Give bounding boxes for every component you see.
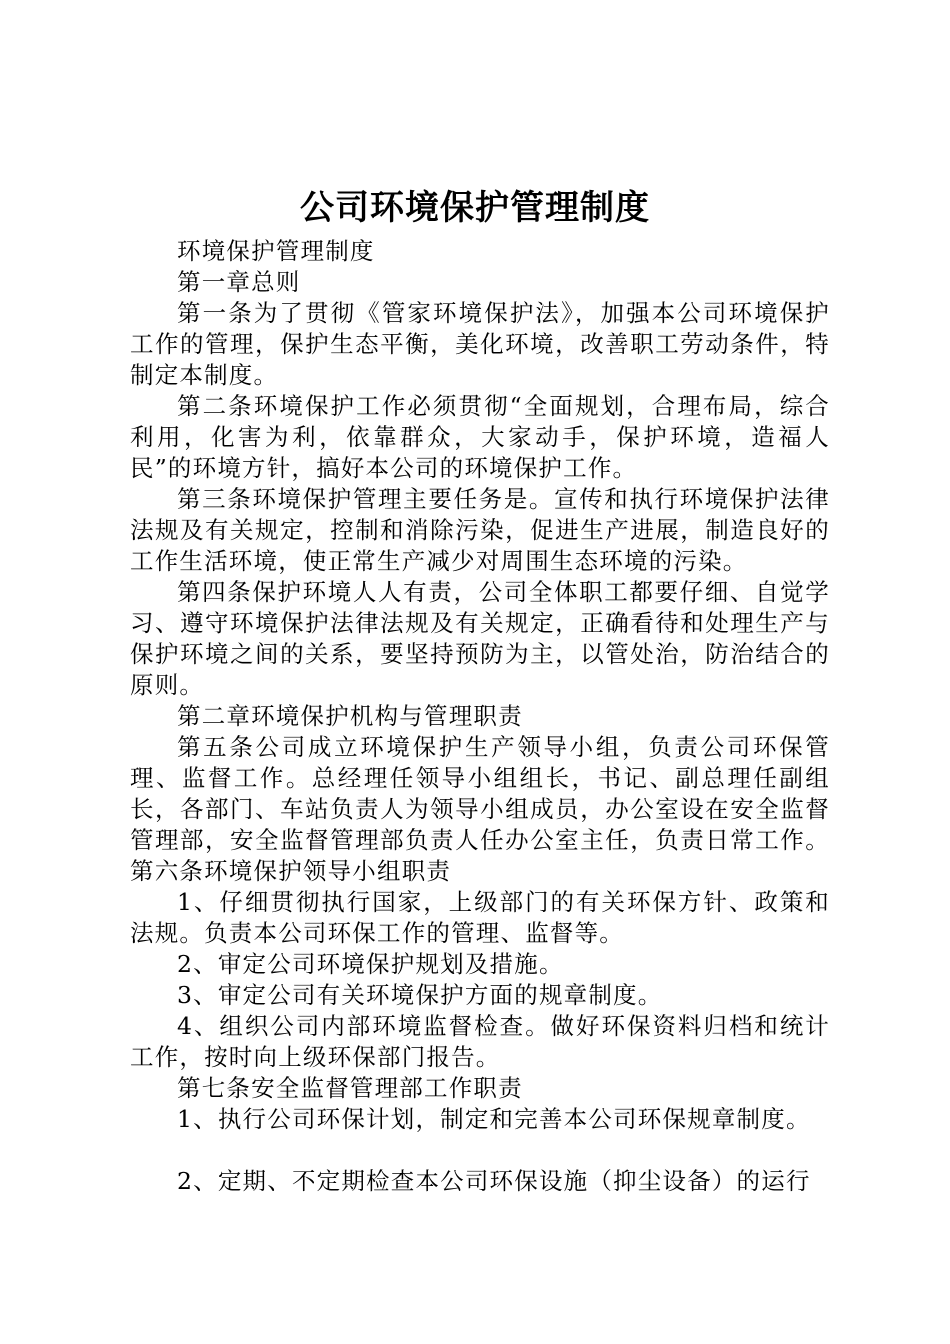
list-item: 1、执行公司环保计划，制定和完善本公司环保规章制度。: [177, 1105, 811, 1133]
list-item: 2、定期、不定期检查本公司环保设施（抑尘设备）的运行: [177, 1167, 811, 1195]
article-heading: 第七条安全监督管理部工作职责: [177, 1074, 523, 1102]
section-heading: 环境保护管理制度: [177, 237, 375, 265]
article-paragraph: 第四条保护环境人人有责，公司全体职工都要仔细、自觉学习、遵守环境保护法律法规及有关规定，正确看待和处理生产与保护环境之间的关系，要坚持预防为主，以管处治，防治结合的原则。: [130, 578, 830, 699]
chapter-heading: 第一章总则: [177, 268, 301, 296]
list-item: 1、仔细贯彻执行国家，上级部门的有关环保方针、政策和法规。负责本公司环保工作的管理、监督等。: [130, 888, 830, 947]
document-title: 公司环境保护管理制度: [300, 188, 650, 228]
chapter-heading: 第二章环境保护机构与管理职责: [177, 702, 523, 730]
article-paragraph: 第五条公司成立环境保护生产领导小组，负责公司环保管理、监督工作。总经理任领导小组组长，书记、副总理任副组长，各部门、车站负责人为领导小组成员，办公室设在安全监督管理部，安全监督管理部负责人任办公室主任，负责日常工作。第六条环境保护领导小组职责: [130, 733, 830, 885]
article-paragraph: 第二条环境保护工作必须贯彻“全面规划，合理布局，综合利用，化害为利，依靠群众，大家动手，保护环境，造福人民”的环境方针，搞好本公司的环境保护工作。: [130, 392, 830, 482]
list-item: 4、组织公司内部环境监督检查。做好环保资料归档和统计工作，按时向上级环保部门报告。: [130, 1012, 830, 1071]
article-paragraph: 第一条为了贯彻《管家环境保护法》，加强本公司环境保护工作的管理，保护生态平衡，美化环境，改善职工劳动条件，特制定本制度。: [130, 299, 830, 389]
list-item: 2、审定公司环境保护规划及措施。: [177, 950, 564, 978]
list-item: 3、审定公司有关环境保护方面的规章制度。: [177, 981, 663, 1009]
article-paragraph: 第三条环境保护管理主要任务是。宣传和执行环境保护法律法规及有关规定，控制和消除污染，促进生产进展，制造良好的工作生活环境，使正常生产减少对周围生态环境的污染。: [130, 485, 830, 575]
document-body: [130, 236, 830, 1197]
